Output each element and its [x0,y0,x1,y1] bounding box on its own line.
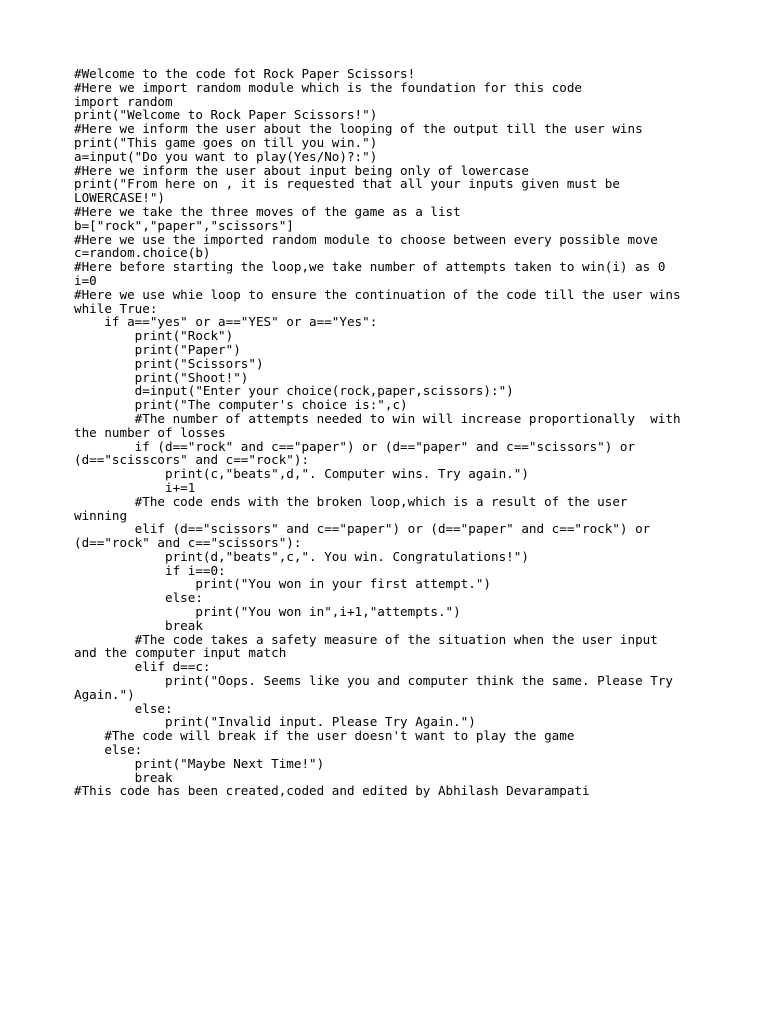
code-line: print("Rock") [74,328,234,344]
code-line: elif (d=="scissors" and c=="paper") or (d=="paper" and c=="rock") or [74,521,651,537]
code-line: #The code ends with the broken loop,which is a result of the user [74,493,628,509]
code-line: #The number of attempts needed to win will increase proportionally with [74,410,681,426]
code-listing [74,67,704,798]
code-line: #Here we import random module which is the foundation for this code [74,79,582,95]
code-line: print(d,"beats",c,". You win. Congratulations!") [74,548,529,564]
code-line: b=["rock","paper","scissors"] [74,217,294,233]
code-line: #Here before starting the loop,we take number of attempts taken to win(i) as 0 [74,259,666,275]
code-line: #Welcome to the code fot Rock Paper Scissors! [74,66,416,81]
code-line: print("This game goes on till you win.") [74,134,378,150]
code-line: winning [74,507,128,523]
code-line: d=input("Enter your choice(rock,paper,scissors):") [74,383,514,399]
code-line: (d=="scisscors" and c=="rock"): [74,452,310,468]
code-line: #The code takes a safety measure of the situation when the user input [74,631,658,647]
code-line: print("Welcome to Rock Paper Scissors!") [74,107,378,123]
code-line: #This code has been created,coded and edited by Abhilash Devarampati [74,783,590,799]
code-line: print("You won in",i+1,"attempts.") [74,604,461,620]
code-line: if (d=="rock" and c=="paper") or (d=="paper" and c=="scissors") or [74,438,636,454]
code-line: #Here we use the imported random module to choose between every possible move [74,231,658,247]
code-line: #Here we use whie loop to ensure the continuation of the code till the user wins [74,286,681,302]
code-line: print(c,"beats",d,". Computer wins. Try again.") [74,466,529,482]
code-line: while True: [74,300,158,316]
code-line: print("You won in your first attempt.") [74,576,492,592]
code-line: print("Shoot!") [74,369,249,385]
code-line: print("Oops. Seems like you and computer think the same. Please Try [74,673,673,689]
code-line: (d=="rock" and c=="scissors"): [74,535,302,551]
code-line: break [74,769,173,785]
code-line: print("Paper") [74,341,241,357]
code-line: the number of losses [74,424,226,440]
code-line: c=random.choice(b) [74,245,211,261]
code-line: print("Invalid input. Please Try Again.") [74,714,476,730]
code-line: import random [74,93,173,109]
code-line: if a=="yes" or a=="YES" or a=="Yes": [74,314,378,330]
code-line: print("From here on , it is requested that all your inputs given must be [74,176,620,192]
code-line: else: [74,742,143,758]
code-line: print("Scissors") [74,355,264,371]
code-line: Again.") [74,686,135,702]
code-line: a=input("Do you want to play(Yes/No)?:") [74,148,378,164]
code-line: else: [74,590,203,606]
code-line: #Here we inform the user about the looping of the output till the user wins [74,121,643,137]
code-line: break [74,617,203,633]
code-line: #Here we inform the user about input being only of lowercase [74,162,529,178]
code-line: LOWERCASE!") [74,190,165,206]
code-line: print("Maybe Next Time!") [74,755,325,771]
code-line: print("The computer's choice is:",c) [74,397,408,413]
code-line: else: [74,700,173,716]
code-line: i+=1 [74,479,196,495]
code-line: #The code will break if the user doesn't want to play the game [74,728,575,744]
code-line: elif d==c: [74,659,211,675]
code-line: i=0 [74,272,97,288]
code-line: and the computer input match [74,645,287,661]
code-line: if i==0: [74,562,226,578]
code-line: #Here we take the three moves of the game as a list [74,203,461,219]
